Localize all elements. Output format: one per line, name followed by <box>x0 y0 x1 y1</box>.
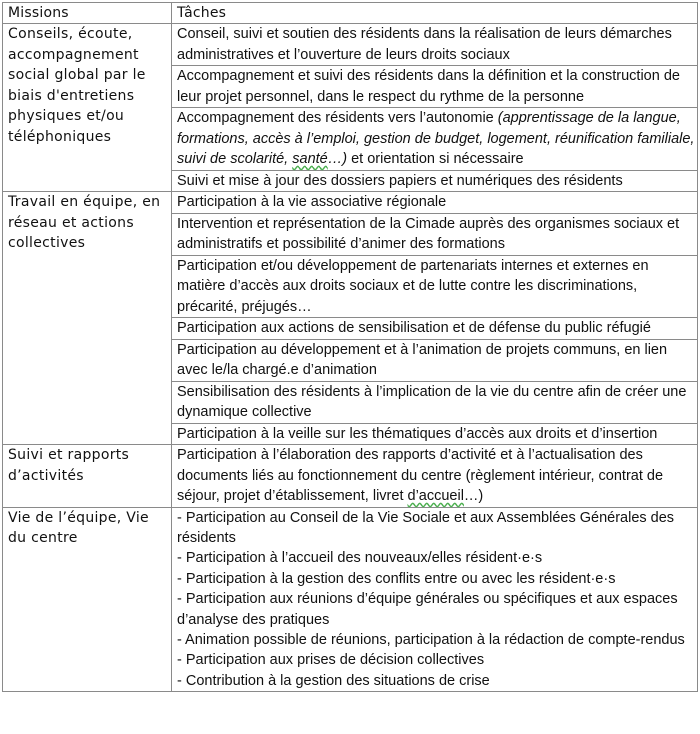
list-item: - Animation possible de réunions, participation à la rédaction de compte-rendus <box>177 631 685 648</box>
header-row <box>3 3 698 24</box>
task-cell: Participation à la veille sur les thématiques d’accès aux droits et d’insertion <box>172 423 698 445</box>
table-row <box>3 192 698 214</box>
task-text: …) <box>463 488 484 504</box>
task-cell: Participation au développement et à l’animation de projets communs, en lien avec le/la chargé.e d’animation <box>172 339 698 381</box>
task-cell: Conseil, suivi et soutien des résidents dans la réalisation de leurs démarches administratives et l’ouverture de leurs droits sociaux <box>172 24 698 66</box>
list-item: - Participation à l’accueil des nouveaux/elles résident·e·s <box>177 550 543 567</box>
task-cell: Accompagnement et suivi des résidents dans la définition et la construction de leur projet personnel, dans le respect du rythme de la personne <box>172 66 698 108</box>
spellcheck-marked-word: santé <box>292 151 328 167</box>
list-item: - Participation au Conseil de la Vie Sociale et aux Assemblées Générales des résidents <box>177 509 675 546</box>
task-italic-text: …) <box>327 151 348 167</box>
table-row <box>3 507 698 692</box>
task-italic-text: (apprentissage de la langue, formations, accès à l’emploi, gestion de budget, logement, réunification familiale, suivi de scolarité, <box>177 110 695 167</box>
task-cell <box>172 507 698 692</box>
task-cell: Intervention et représentation de la Cimade auprès des organismes sociaux et administratifs et possibilité d’animer des formations <box>172 213 698 255</box>
table-row <box>3 445 698 508</box>
list-item: - Participation aux prises de décision collectives <box>177 652 485 669</box>
task-cell: Participation aux actions de sensibilisation et de défense du public réfugié <box>172 318 698 340</box>
task-cell: Participation et/ou développement de partenariats internes et externes en matière d’accès aux droits sociaux et de lutte contre les discriminations, précarité, préjugés… <box>172 255 698 318</box>
mission-cell: Conseils, écoute, accompagnement social global par le biais d'entretiens physiques et/ou téléphoniques <box>3 24 172 192</box>
task-cell: Sensibilisation des résidents à l’implication de la vie du centre afin de créer une dynamique collective <box>172 381 698 423</box>
mission-cell: Travail en équipe, en réseau et actions collectives <box>3 192 172 445</box>
header-missions: Missions <box>3 3 172 24</box>
list-item: - Participation aux réunions d’équipe générales ou spécifiques et aux espaces d’analyse des pratiques <box>177 591 678 628</box>
task-cell <box>172 445 698 508</box>
list-item: - Contribution à la gestion des situations de crise <box>177 672 490 689</box>
task-text: Accompagnement des résidents vers l’autonomie <box>177 110 498 126</box>
table-row <box>3 24 698 66</box>
task-text: et orientation si nécessaire <box>347 151 524 167</box>
mission-cell: Suivi et rapports d’activités <box>3 445 172 508</box>
mission-cell: Vie de l’équipe, Vie du centre <box>3 507 172 692</box>
list-item: - Participation à la gestion des conflits entre ou avec les résident·e·s <box>177 570 616 587</box>
header-taches: Tâches <box>172 3 698 24</box>
task-text: Participation à l’élaboration des rapports d’activité et à l’actualisation des documents liés au fonctionnement du centre (règlement intérieur, contrat de séjour, projet d’établissement, livret <box>177 447 664 504</box>
task-cell <box>172 108 698 171</box>
task-cell: Participation à la vie associative régionale <box>172 192 698 214</box>
missions-table <box>2 2 698 692</box>
spellcheck-marked-word: d’accueil <box>407 488 464 504</box>
task-cell: Suivi et mise à jour des dossiers papiers et numériques des résidents <box>172 170 698 192</box>
